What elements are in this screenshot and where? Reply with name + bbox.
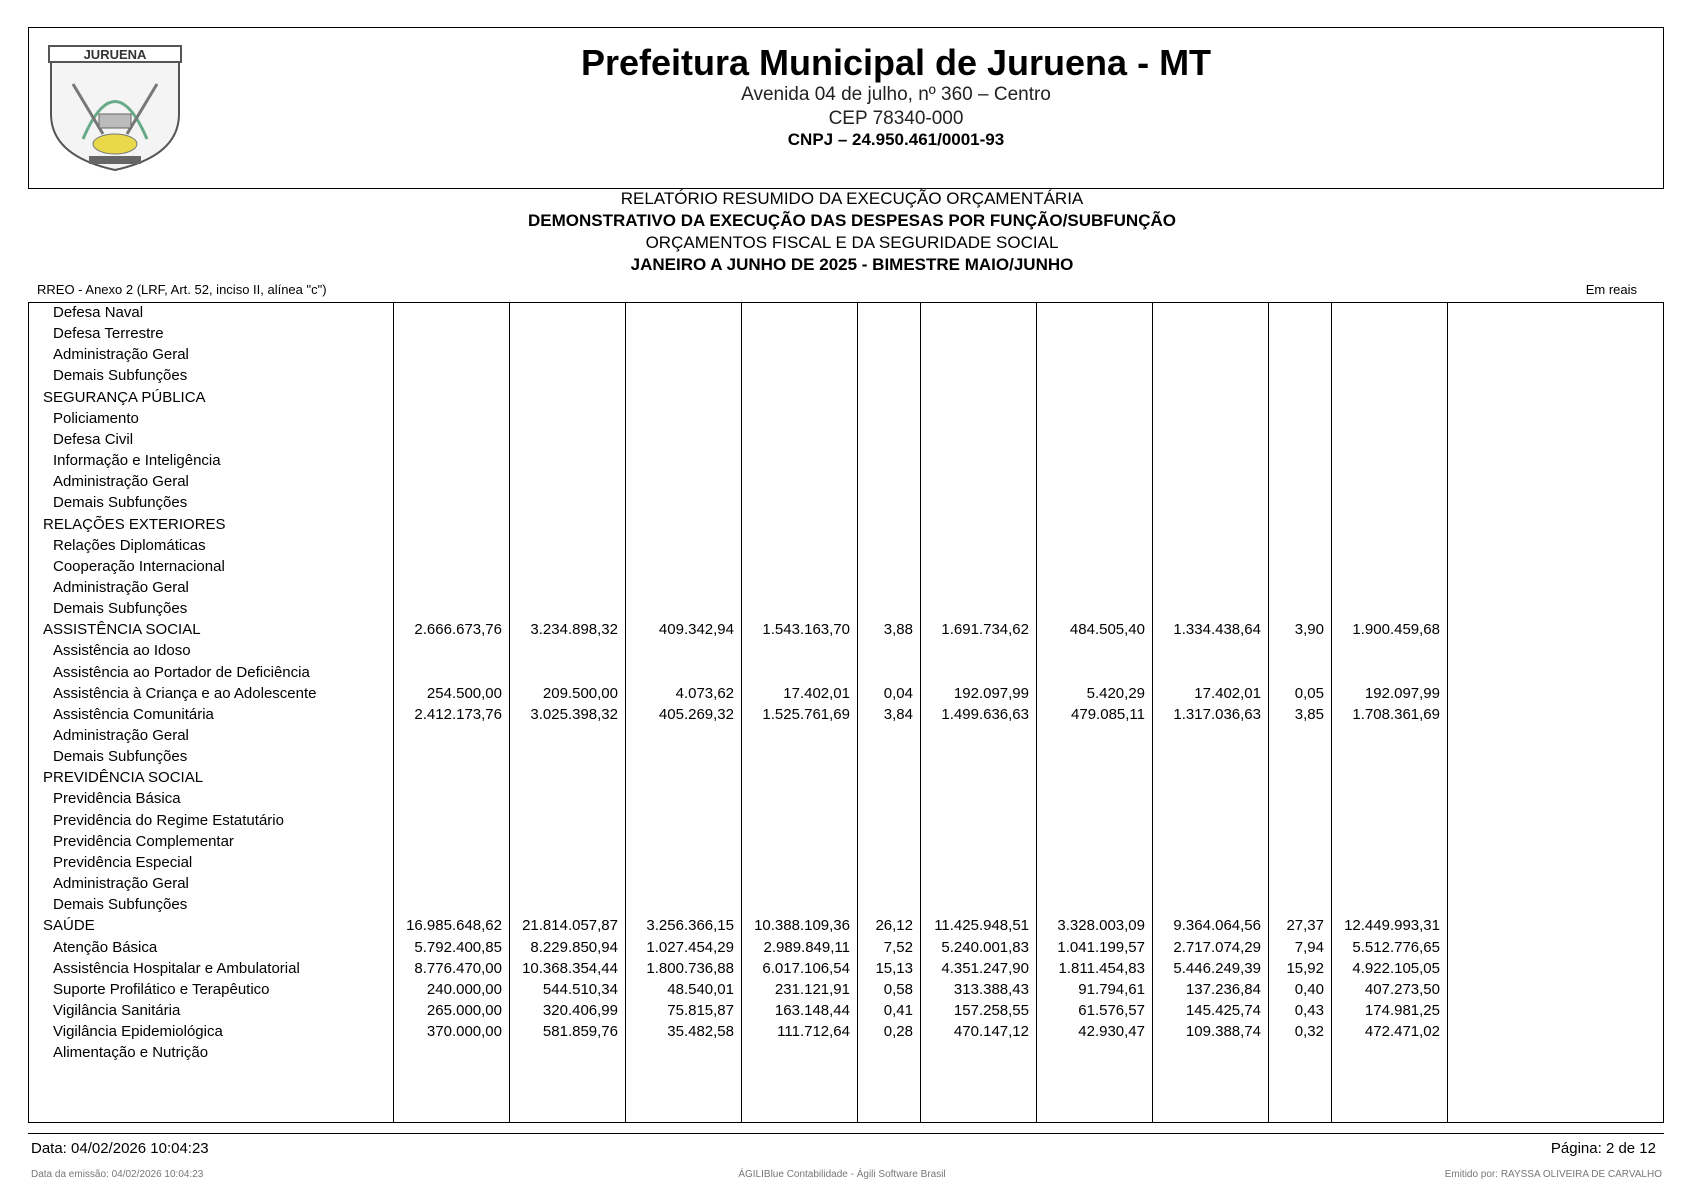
subfunction-label: Demais Subfunções [53,748,188,766]
value-cell: 10.388.109,36 [754,917,850,935]
subfunction-label: Suporte Profilático e Terapêutico [53,980,270,998]
table-row [29,893,1664,916]
function-label: ASSISTÊNCIA SOCIAL [43,621,201,639]
value-cell: 15,13 [875,959,913,977]
table-row [29,999,1664,1022]
footer-divider [28,1133,1664,1134]
value-cell: 3.256.366,15 [646,917,734,935]
table-row [29,576,1664,599]
value-cell: 3,90 [1294,621,1324,639]
table-row [29,745,1664,768]
value-cell: 6.017.106,54 [762,959,850,977]
issued-by: Emitido por: RAYSSA OLIVEIRA DE CARVALHO [1444,1169,1662,1180]
function-label: RELAÇÕES EXTERIORES [43,515,226,533]
unit-label: Em reais [1585,282,1637,297]
value-cell: 1.691.734,62 [941,621,1029,639]
report-title-3: ORÇAMENTOS FISCAL E DA SEGURIDADE SOCIAL [645,233,1059,252]
table-row [29,597,1664,620]
report-date: Data: 04/02/2026 10:04:23 [31,1140,209,1157]
value-cell: 163.148,44 [774,1001,850,1019]
value-cell: 1.525.761,69 [762,705,850,723]
value-cell: 157.258,55 [953,1001,1029,1019]
value-cell: 472.471,02 [1364,1023,1440,1041]
table-row [29,957,1664,980]
subfunction-label: Assistência ao Portador de Deficiência [53,663,310,681]
value-cell: 15,92 [1286,959,1324,977]
table-row [29,428,1664,451]
value-cell: 479.085,11 [1071,705,1145,723]
value-cell: 192.097,99 [953,684,1029,702]
table-row [29,661,1664,684]
table-row [29,914,1664,937]
value-cell: 544.510,34 [542,980,618,998]
table-row [29,364,1664,387]
function-label: SAÚDE [43,917,95,935]
table-row [29,1041,1664,1064]
value-cell: 137.236,84 [1185,980,1261,998]
svg-text:JURUENA: JURUENA [83,47,147,62]
value-cell: 11.425.948,51 [934,917,1029,935]
value-cell: 2.717.074,29 [1173,938,1261,956]
value-cell: 16.985.648,62 [406,917,502,935]
expenses-table [28,302,1664,1123]
table-row [29,449,1664,472]
value-cell: 5.240.001,83 [941,938,1029,956]
value-cell: 10.368.354,44 [522,959,618,977]
value-cell: 145.425,74 [1185,1001,1261,1019]
subfunction-label: Administração Geral [53,875,189,893]
table-row [29,830,1664,853]
value-cell: 409.342,94 [658,621,734,639]
table-row [29,386,1664,409]
value-cell: 4.351.247,90 [941,959,1029,977]
subfunction-label: Relações Diplomáticas [53,536,206,554]
value-cell: 109.388,74 [1185,1023,1261,1041]
value-cell: 1.334.438,64 [1173,621,1261,639]
table-row [29,872,1664,895]
value-cell: 1.800.736,88 [646,959,734,977]
value-cell: 12.449.993,31 [1344,917,1440,935]
table-row [29,787,1664,810]
subfunction-label: Vigilância Sanitária [53,1001,181,1019]
value-cell: 254.500,00 [426,684,502,702]
subfunction-label: Demais Subfunções [53,600,188,618]
value-cell: 48.540,01 [667,980,734,998]
value-cell: 27,37 [1286,917,1324,935]
table-row [29,1020,1664,1043]
table-row [29,851,1664,874]
value-cell: 7,94 [1294,938,1324,956]
value-cell: 1.499.636,63 [941,705,1029,723]
subfunction-label: Vigilância Epidemiológica [53,1023,223,1041]
subfunction-label: Previdência Especial [53,853,193,871]
table-row [29,724,1664,747]
table-row [29,322,1664,345]
emission-date: Data da emissão: 04/02/2026 10:04:23 [31,1169,204,1180]
table-row [29,766,1664,789]
annex-reference: RREO - Anexo 2 (LRF, Art. 52, inciso II, alínea "c") [37,282,327,297]
value-cell: 0,05 [1294,684,1324,702]
table-row [29,555,1664,578]
value-cell: 405.269,32 [658,705,734,723]
value-cell: 91.794,61 [1078,980,1145,998]
subfunction-label: Administração Geral [53,346,189,364]
value-cell: 370.000,00 [426,1023,502,1041]
value-cell: 26,12 [875,917,913,935]
subfunction-label: Previdência Complementar [53,832,234,850]
table-row [29,936,1664,959]
table-row [29,302,1664,324]
value-cell: 192.097,99 [1364,684,1440,702]
org-cep: CEP 78340-000 [828,108,964,129]
value-cell: 3.328.003,09 [1057,917,1145,935]
value-cell: 0,43 [1294,1001,1324,1019]
software-credit: ÁGILIBlue Contabilidade - Ágili Software Brasil [738,1169,946,1180]
subfunction-label: Assistência à Criança e ao Adolescente [53,684,317,702]
value-cell: 0,58 [883,980,913,998]
value-cell: 5.446.249,39 [1173,959,1261,977]
table-row [29,491,1664,514]
value-cell: 21.814.057,87 [522,917,618,935]
value-cell: 0,04 [883,684,913,702]
value-cell: 5.792.400,85 [414,938,502,956]
value-cell: 407.273,50 [1364,980,1440,998]
subfunction-label: Assistência Comunitária [53,705,214,723]
value-cell: 209.500,00 [542,684,618,702]
report-titles [0,188,1684,276]
subfunction-label: Demais Subfunções [53,494,188,512]
value-cell: 8.229.850,94 [530,938,618,956]
value-cell: 2.666.673,76 [414,621,502,639]
value-cell: 265.000,00 [426,1001,502,1019]
report-header [28,27,1664,189]
table-row [29,703,1664,726]
subfunction-label: Assistência ao Idoso [53,642,191,660]
value-cell: 470.147,12 [953,1023,1029,1041]
value-cell: 5.420,29 [1086,684,1145,702]
value-cell: 1.027.454,29 [646,938,734,956]
subfunction-label: Policiamento [53,409,139,427]
value-cell: 1.708.361,69 [1352,705,1440,723]
value-cell: 240.000,00 [426,980,502,998]
subfunction-label: Atenção Básica [53,938,158,956]
value-cell: 231.121,91 [774,980,850,998]
value-cell: 3.234.898,32 [530,621,618,639]
subfunction-label: Administração Geral [53,473,189,491]
value-cell: 3,84 [883,705,913,723]
org-address: Avenida 04 de julho, nº 360 – Centro [741,84,1051,105]
org-cnpj: CNPJ – 24.950.461/0001-93 [787,130,1005,149]
report-title-1: RELATÓRIO RESUMIDO DA EXECUÇÃO ORÇAMENTÁRIA [620,189,1084,208]
value-cell: 1.900.459,68 [1352,621,1440,639]
subfunction-label: Administração Geral [53,727,189,744]
value-cell: 581.859,76 [542,1023,618,1041]
value-cell: 1.041.199,57 [1057,938,1145,956]
subfunction-label: Administração Geral [53,578,189,596]
value-cell: 1.543.163,70 [762,621,850,639]
value-cell: 1.317.036,63 [1173,705,1261,723]
subfunction-label: Defesa Civil [53,430,134,448]
subfunction-label: Demais Subfunções [53,367,188,385]
table-row [29,639,1664,662]
value-cell: 7,52 [883,938,913,956]
subfunction-label: Alimentação e Nutrição [53,1044,209,1062]
value-cell: 1.811.454,83 [1058,959,1145,977]
value-cell: 17.402,01 [1194,684,1261,702]
subfunction-label: Previdência Básica [53,790,181,808]
table-row [29,470,1664,493]
value-cell: 174.981,25 [1364,1001,1440,1019]
value-cell: 17.402,01 [783,684,850,702]
subfunction-label: Demais Subfunções [53,896,188,914]
table-row [29,407,1664,430]
table-row [29,618,1664,641]
function-label: SEGURANÇA PÚBLICA [43,388,206,406]
function-label: PREVIDÊNCIA SOCIAL [43,769,204,787]
value-cell: 111.712,64 [777,1023,850,1041]
value-cell: 2.989.849,11 [763,938,850,956]
subfunction-label: Previdência do Regime Estatutário [53,811,284,829]
value-cell: 35.482,58 [667,1023,734,1041]
subfunction-label: Defesa Naval [53,304,144,321]
value-cell: 320.406,99 [542,1001,618,1019]
table-row [29,534,1664,557]
value-cell: 0,40 [1294,980,1324,998]
value-cell: 313.388,43 [953,980,1029,998]
value-cell: 8.776.470,00 [414,959,502,977]
value-cell: 0,28 [883,1023,913,1041]
subfunction-label: Assistência Hospitalar e Ambulatorial [53,959,300,977]
value-cell: 3,85 [1294,705,1324,723]
report-title-2: DEMONSTRATIVO DA EXECUÇÃO DAS DESPESAS POR FUNÇÃO/SUBFUNÇÃO [528,211,1176,230]
value-cell: 0,32 [1294,1023,1324,1041]
value-cell: 61.576,57 [1078,1001,1145,1019]
page-number: Página: 2 de 12 [1550,1140,1656,1157]
value-cell: 484.505,40 [1069,621,1145,639]
value-cell: 2.412.173,76 [414,705,502,723]
value-cell: 0,41 [883,1001,913,1019]
value-cell: 3.025.398,32 [530,705,618,723]
table-row [29,809,1664,832]
table-row [29,978,1664,1001]
value-cell: 3,88 [883,621,913,639]
value-cell: 75.815,87 [667,1001,734,1019]
report-title-4: JANEIRO A JUNHO DE 2025 - BIMESTRE MAIO/JUNHO [630,255,1074,274]
value-cell: 9.364.064,56 [1173,917,1261,935]
table-row [29,513,1664,536]
org-name: Prefeitura Municipal de Juruena - MT [580,42,1212,83]
value-cell: 42.930,47 [1078,1023,1145,1041]
value-cell: 4.073,62 [675,684,734,702]
subfunction-label: Defesa Terrestre [53,325,164,343]
subfunction-label: Informação e Inteligência [53,452,221,470]
subfunction-label: Cooperação Internacional [53,557,225,575]
table-row [29,343,1664,366]
value-cell: 5.512.776,65 [1352,938,1440,956]
value-cell: 4.922.105,05 [1352,959,1440,977]
table-row [29,682,1664,705]
